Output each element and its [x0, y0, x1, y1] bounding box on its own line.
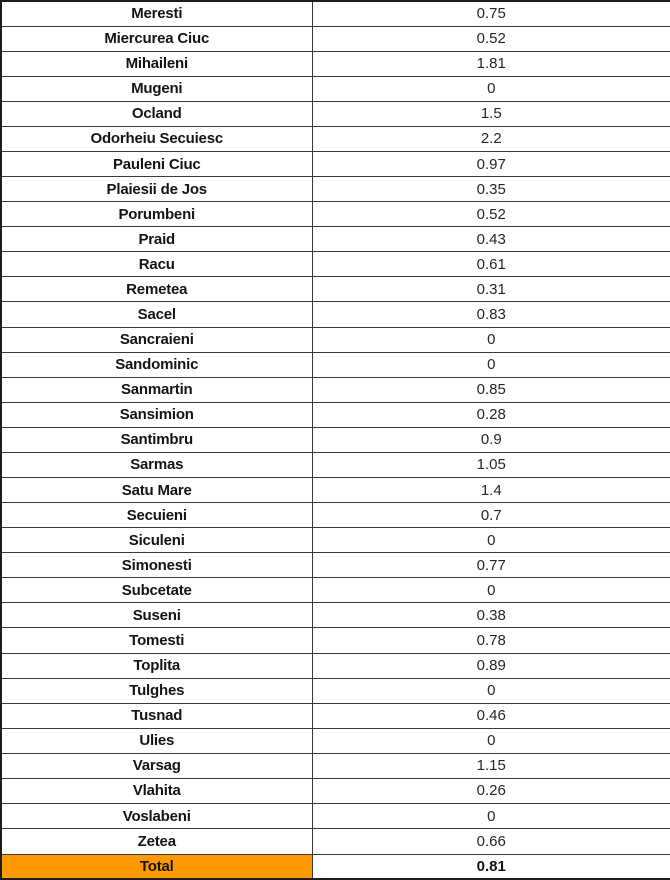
locality-cell: Santimbru — [1, 427, 312, 452]
locality-cell: Remetea — [1, 277, 312, 302]
locality-cell: Sanmartin — [1, 377, 312, 402]
value-cell: 0 — [312, 528, 670, 553]
locality-cell: Tomesti — [1, 628, 312, 653]
value-cell: 1.4 — [312, 477, 670, 502]
table-row — [1, 26, 670, 51]
locality-cell: Praid — [1, 227, 312, 252]
value-cell: 0.9 — [312, 427, 670, 452]
locality-cell: Subcetate — [1, 578, 312, 603]
value-cell: 1.05 — [312, 452, 670, 477]
table-row — [1, 528, 670, 553]
locality-cell: Satu Mare — [1, 477, 312, 502]
table-row — [1, 277, 670, 302]
locality-cell: Secuieni — [1, 503, 312, 528]
table-row — [1, 653, 670, 678]
locality-cell: Mugeni — [1, 76, 312, 101]
locality-cell: Porumbeni — [1, 202, 312, 227]
value-cell: 0.77 — [312, 553, 670, 578]
table-row — [1, 628, 670, 653]
table-row — [1, 101, 670, 126]
table-row — [1, 427, 670, 452]
table-row — [1, 177, 670, 202]
table-row — [1, 51, 670, 76]
value-cell: 2.2 — [312, 126, 670, 151]
table-row — [1, 1, 670, 26]
table-row — [1, 703, 670, 728]
value-cell: 1.81 — [312, 51, 670, 76]
locality-cell: Sarmas — [1, 452, 312, 477]
locality-cell: Racu — [1, 252, 312, 277]
table-row — [1, 352, 670, 377]
locality-cell: Ocland — [1, 101, 312, 126]
total-label-cell: Total — [1, 854, 312, 879]
value-cell: 0.75 — [312, 1, 670, 26]
locality-cell: Voslabeni — [1, 804, 312, 829]
value-cell: 0.66 — [312, 829, 670, 854]
value-cell: 0 — [312, 678, 670, 703]
table-row — [1, 302, 670, 327]
table-row — [1, 477, 670, 502]
locality-cell: Meresti — [1, 1, 312, 26]
value-cell: 0.43 — [312, 227, 670, 252]
value-cell: 0.83 — [312, 302, 670, 327]
table-row — [1, 327, 670, 352]
locality-cell: Toplita — [1, 653, 312, 678]
value-cell: 1.15 — [312, 753, 670, 778]
locality-cell: Vlahita — [1, 778, 312, 803]
locality-cell: Tusnad — [1, 703, 312, 728]
table-row — [1, 76, 670, 101]
value-cell: 0.85 — [312, 377, 670, 402]
locality-cell: Varsag — [1, 753, 312, 778]
value-cell: 0 — [312, 728, 670, 753]
table-row — [1, 402, 670, 427]
table-row — [1, 452, 670, 477]
total-row — [1, 854, 670, 879]
table-row — [1, 728, 670, 753]
table-row — [1, 678, 670, 703]
table-footer — [1, 854, 670, 879]
value-cell: 0 — [312, 327, 670, 352]
table-row — [1, 202, 670, 227]
table-row — [1, 377, 670, 402]
locality-cell: Ulies — [1, 728, 312, 753]
table-row — [1, 553, 670, 578]
table-row — [1, 126, 670, 151]
locality-cell: Sansimion — [1, 402, 312, 427]
value-cell: 0 — [312, 352, 670, 377]
table-body — [1, 1, 670, 854]
locality-cell: Odorheiu Secuiesc — [1, 126, 312, 151]
locality-cell: Zetea — [1, 829, 312, 854]
locality-cell: Siculeni — [1, 528, 312, 553]
value-cell: 0.61 — [312, 252, 670, 277]
locality-cell: Plaiesii de Jos — [1, 177, 312, 202]
value-cell: 0.35 — [312, 177, 670, 202]
value-cell: 0.97 — [312, 151, 670, 176]
value-cell: 0.26 — [312, 778, 670, 803]
table-row — [1, 227, 670, 252]
value-cell: 1.5 — [312, 101, 670, 126]
locality-cell: Sacel — [1, 302, 312, 327]
locality-cell: Mihaileni — [1, 51, 312, 76]
value-cell: 0.7 — [312, 503, 670, 528]
value-cell: 0.78 — [312, 628, 670, 653]
value-cell: 0.28 — [312, 402, 670, 427]
value-cell: 0 — [312, 76, 670, 101]
value-cell: 0.52 — [312, 26, 670, 51]
value-cell: 0 — [312, 578, 670, 603]
locality-cell: Suseni — [1, 603, 312, 628]
table-row — [1, 778, 670, 803]
table-row — [1, 151, 670, 176]
locality-cell: Sandominic — [1, 352, 312, 377]
value-cell: 0.38 — [312, 603, 670, 628]
table-row — [1, 578, 670, 603]
table-row — [1, 753, 670, 778]
locality-cell: Simonesti — [1, 553, 312, 578]
table-row — [1, 804, 670, 829]
value-cell: 0.52 — [312, 202, 670, 227]
value-cell: 0.46 — [312, 703, 670, 728]
locality-cell: Miercurea Ciuc — [1, 26, 312, 51]
locality-cell: Pauleni Ciuc — [1, 151, 312, 176]
table-row — [1, 829, 670, 854]
value-cell: 0.89 — [312, 653, 670, 678]
value-cell: 0.31 — [312, 277, 670, 302]
locality-cell: Sancraieni — [1, 327, 312, 352]
table-row — [1, 503, 670, 528]
table-row — [1, 252, 670, 277]
locality-cell: Tulghes — [1, 678, 312, 703]
total-value-cell: 0.81 — [312, 854, 670, 879]
table-row — [1, 603, 670, 628]
value-cell: 0 — [312, 804, 670, 829]
